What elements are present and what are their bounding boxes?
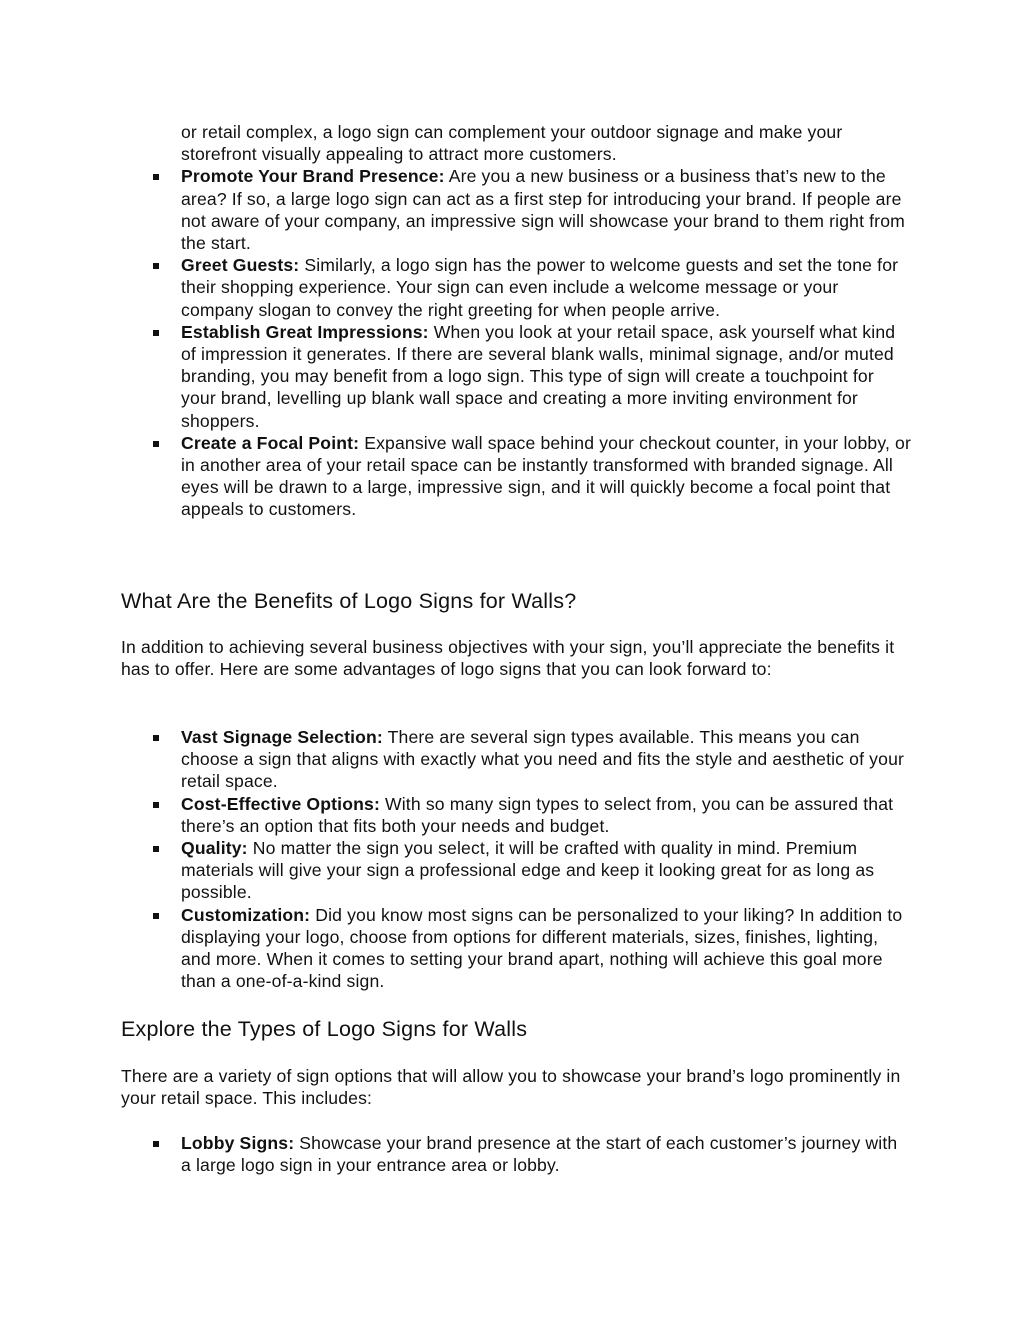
list-item-label: Quality: xyxy=(181,838,248,859)
list-item-label: Vast Signage Selection: xyxy=(181,727,383,747)
list-item xyxy=(121,321,911,432)
list-item-text: No matter the sign you select, it will be crafted with quality in mind. Premium materials will give your sign a professional edge and keep it looking great for as long as possible. xyxy=(181,838,875,903)
list-item-label: Promote Your Brand Presence: xyxy=(181,166,445,187)
square-bullet-icon xyxy=(153,330,159,336)
list-item-text: Are you a new business or a business that’s new to the area? If so, a large logo sign can act as a first step for introducing your brand. If people are not aware of your company, an impressive sign will showcase your brand to them right from the start. xyxy=(181,166,905,254)
list-item-label: Lobby Signs: xyxy=(181,1133,295,1153)
list-item-text: Showcase your brand presence at the start of each customer’s journey with a large logo sign in your entrance area or lobby. xyxy=(181,1133,898,1176)
list-item-text: When you look at your retail space, ask yourself what kind of impression it generates. If there are several blank walls, minimal signage, and/or muted branding, you may benefit from a logo sign. This type of sign will create a touchpoint for your brand, levelling up blank wall space and creating a more inviting environment for shoppers. xyxy=(181,321,896,431)
list-item-label: Greet Guests: xyxy=(181,255,300,276)
list-item-label: Create a Focal Point: xyxy=(181,432,360,453)
types-heading: Explore the Types of Logo Signs for Walls xyxy=(121,1017,528,1041)
square-bullet-icon xyxy=(153,441,159,447)
objectives-list xyxy=(121,165,911,520)
list-item-label: Cost-Effective Options: xyxy=(181,793,380,814)
benefits-heading: What Are the Benefits of Logo Signs for Walls? xyxy=(121,589,577,613)
types-intro-text: There are a variety of sign options that will allow you to showcase your brand’s logo prominently in your retail space. This includes: xyxy=(121,1066,901,1109)
benefits-intro xyxy=(121,636,911,680)
list-item xyxy=(121,432,911,521)
list-item-text: There are several sign types available. This means you can choose a sign that aligns with exactly what you need and fits the style and aesthetic of your retail space. xyxy=(181,727,905,792)
list-item xyxy=(121,165,911,254)
objectives-section xyxy=(121,121,911,521)
list-item xyxy=(121,904,911,993)
list-item xyxy=(121,726,911,793)
types-list xyxy=(121,1132,911,1176)
types-intro xyxy=(121,1065,911,1109)
square-bullet-icon xyxy=(153,735,159,741)
list-item-text: Similarly, a logo sign has the power to welcome guests and set the tone for their shopping experience. Your sign can even include a welcome message or your company slogan to convey the right greeting for when people arrive. xyxy=(181,255,899,320)
list-item-text: Expansive wall space behind your checkout counter, in your lobby, or in another area of your retail space can be instantly transformed with branded signage. All eyes will be drawn to a large, impressive sign, and it will quickly become a focal point that appeals to customers. xyxy=(181,432,911,520)
list-item xyxy=(121,254,911,321)
list-item-label: Establish Great Impressions: xyxy=(181,321,429,342)
list-item xyxy=(121,793,911,837)
square-bullet-icon xyxy=(153,913,159,919)
benefits-list xyxy=(121,726,911,992)
benefits-section xyxy=(121,726,911,992)
list-item xyxy=(121,837,911,904)
square-bullet-icon xyxy=(153,263,159,269)
list-item-label: Customization: xyxy=(181,904,311,925)
list-item-text: With so many sign types to select from, you can be assured that there’s an option that fits both your needs and budget. xyxy=(181,793,894,836)
types-section xyxy=(121,1132,911,1176)
list-item-text: Did you know most signs can be personalized to your liking? In addition to displaying your logo, choose from options for different materials, sizes, finishes, lighting, and more. When it comes to setting your brand apart, nothing will achieve this goal more than a one-of-a-kind sign. xyxy=(181,904,903,992)
continuation-text: or retail complex, a logo sign can complement your outdoor signage and make your storefront visually appealing to attract more customers. xyxy=(181,122,843,165)
square-bullet-icon xyxy=(153,174,159,180)
benefits-intro-text: In addition to achieving several business objectives with your sign, you’ll appreciate the benefits it has to offer. Here are some advantages of logo signs that you can look forward to: xyxy=(121,637,895,680)
square-bullet-icon xyxy=(153,1141,159,1147)
square-bullet-icon xyxy=(153,846,159,852)
list-item xyxy=(121,1132,911,1176)
square-bullet-icon xyxy=(153,802,159,808)
